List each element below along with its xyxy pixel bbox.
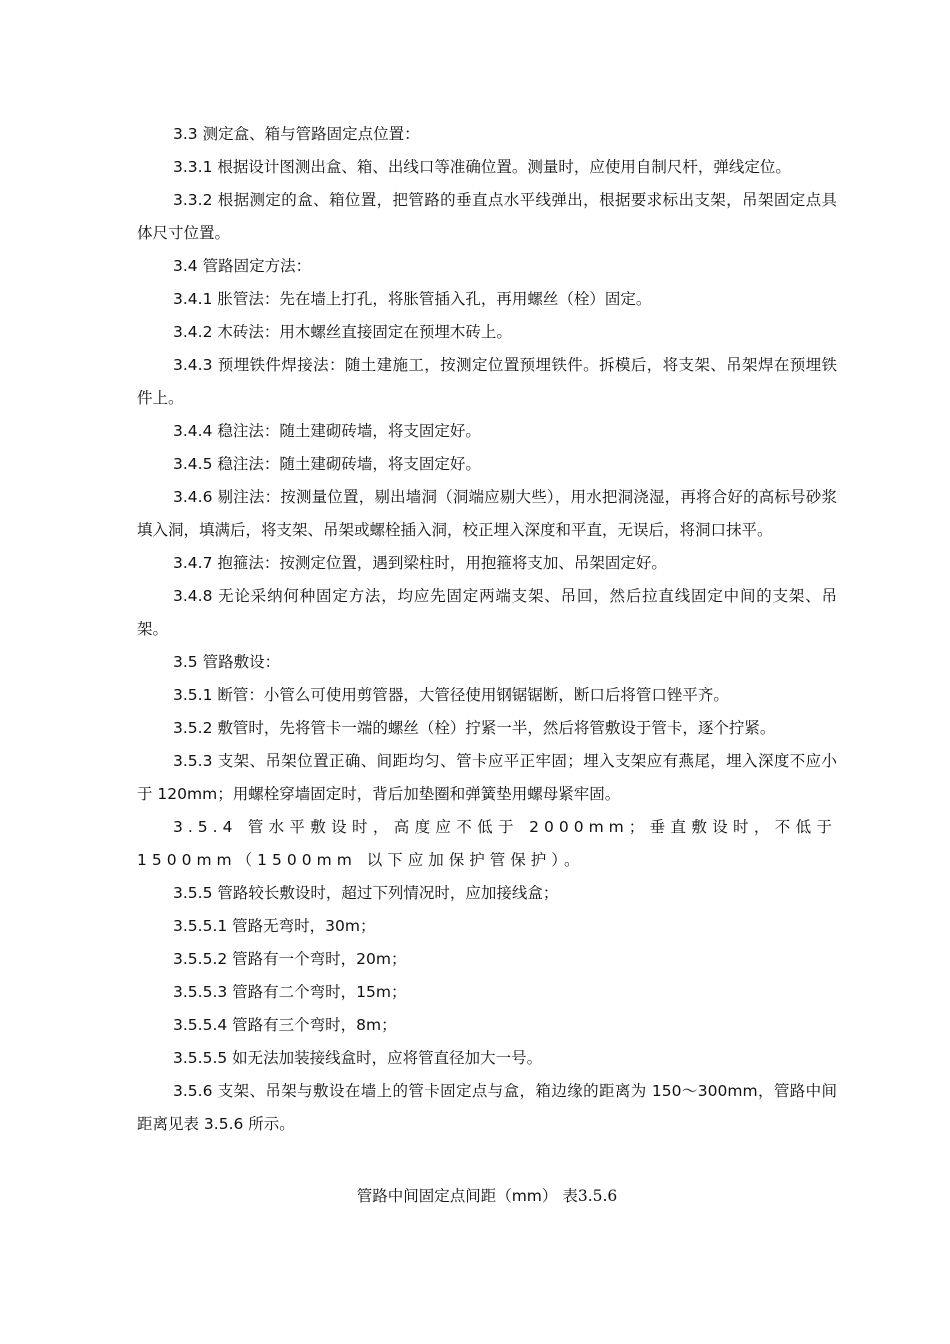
paragraph-3-5-5-2: 3.5.5.2 管路有一个弯时，20m；: [173, 950, 407, 968]
paragraph-3-3-2: 3.3.2 根据测定的盒、箱位置，把管路的垂直点水平线弹出，根据要求标出支架，吊架固定点具体尺寸位置。: [137, 191, 837, 242]
table-caption-number: 3.5.6: [577, 1187, 618, 1205]
paragraph-3-5-6: 3.5.6 支架、吊架与敷设在墙上的管卡固定点与盒，箱边缘的距离为 150～300mm，管路中间距离见表 3.5.6 所示。: [137, 1082, 837, 1133]
table-caption-title: 管路中间固定点间距（mm） 表: [356, 1187, 578, 1205]
paragraph-3-5-4: 3.5.4 管水平敷设时，高度应不低于 2000mm；垂直敷设时，不低于 1500mm（1500mm 以下应加保护管保护）。: [137, 818, 837, 869]
paragraph-3-5-3: 3.5.3 支架、吊架位置正确、间距均匀、管卡应平正牢固；埋入支架应有燕尾，埋入深度不应小于 120mm；用螺栓穿墙固定时，背后加垫圈和弹簧垫用螺母紧牢固。: [137, 752, 837, 803]
paragraph-3-4-1: 3.4.1 胀管法：先在墙上打孔，将胀管插入孔，再用螺丝（栓）固定。: [173, 290, 652, 308]
document-body: [137, 118, 837, 1141]
paragraph-3-4-3: 3.4.3 预埋铁件焊接法：随土建施工，按测定位置预埋铁件。拆模后，将支架、吊架焊在预埋铁件上。: [137, 356, 837, 407]
table-caption: [137, 1180, 837, 1213]
paragraph-3-5-2: 3.5.2 敷管时，先将管卡一端的螺丝（栓）拧紧一半，然后将管敷设于管卡，逐个拧紧。: [173, 719, 776, 737]
paragraph-3-4-7: 3.4.7 抱箍法：按测定位置，遇到梁柱时，用抱箍将支加、吊架固定好。: [173, 554, 667, 572]
paragraph-3-5-5-5: 3.5.5.5 如无法加装接线盒时，应将管直径加大一号。: [173, 1049, 543, 1067]
heading-3-4: 3.4 管路固定方法：: [173, 257, 312, 275]
paragraph-3-5-5-3: 3.5.5.3 管路有二个弯时，15m；: [173, 983, 407, 1001]
heading-3-5: 3.5 管路敷设：: [173, 653, 281, 671]
paragraph-3-4-4: 3.4.4 稳注法：随土建砌砖墙，将支固定好。: [173, 422, 481, 440]
paragraph-3-4-5: 3.4.5 稳注法：随土建砌砖墙，将支固定好。: [173, 455, 481, 473]
paragraph-3-4-2: 3.4.2 木砖法：用木螺丝直接固定在预埋木砖上。: [173, 323, 512, 341]
heading-3-3: 3.3 测定盒、箱与管路固定点位置：: [173, 125, 420, 143]
paragraph-3-5-5: 3.5.5 管路较长敷设时，超过下列情况时，应加接线盒；: [173, 884, 559, 902]
paragraph-3-5-5-1: 3.5.5.1 管路无弯时，30m；: [173, 917, 376, 935]
paragraph-3-3-1: 3.3.1 根据设计图测出盒、箱、出线口等准确位置。测量时，应使用自制尺杆，弹线定位。: [173, 158, 791, 176]
paragraph-3-5-1: 3.5.1 断管：小管么可使用剪管器，大管径使用钢锯锯断，断口后将管口锉平齐。: [173, 686, 729, 704]
paragraph-3-4-6: 3.4.6 剔注法：按测量位置，剔出墙洞（洞端应剔大些），用水把洞浇湿，再将合好的高标号砂浆填入洞，填满后，将支架、吊架或螺栓插入洞，校正埋入深度和平直，无误后，将洞口抹平。: [137, 488, 837, 539]
paragraph-3-4-8: 3.4.8 无论采纳何种固定方法，均应先固定两端支架、吊回，然后拉直线固定中间的支架、吊架。: [137, 587, 837, 638]
paragraph-3-5-5-4: 3.5.5.4 管路有三个弯时，8m；: [173, 1016, 397, 1034]
